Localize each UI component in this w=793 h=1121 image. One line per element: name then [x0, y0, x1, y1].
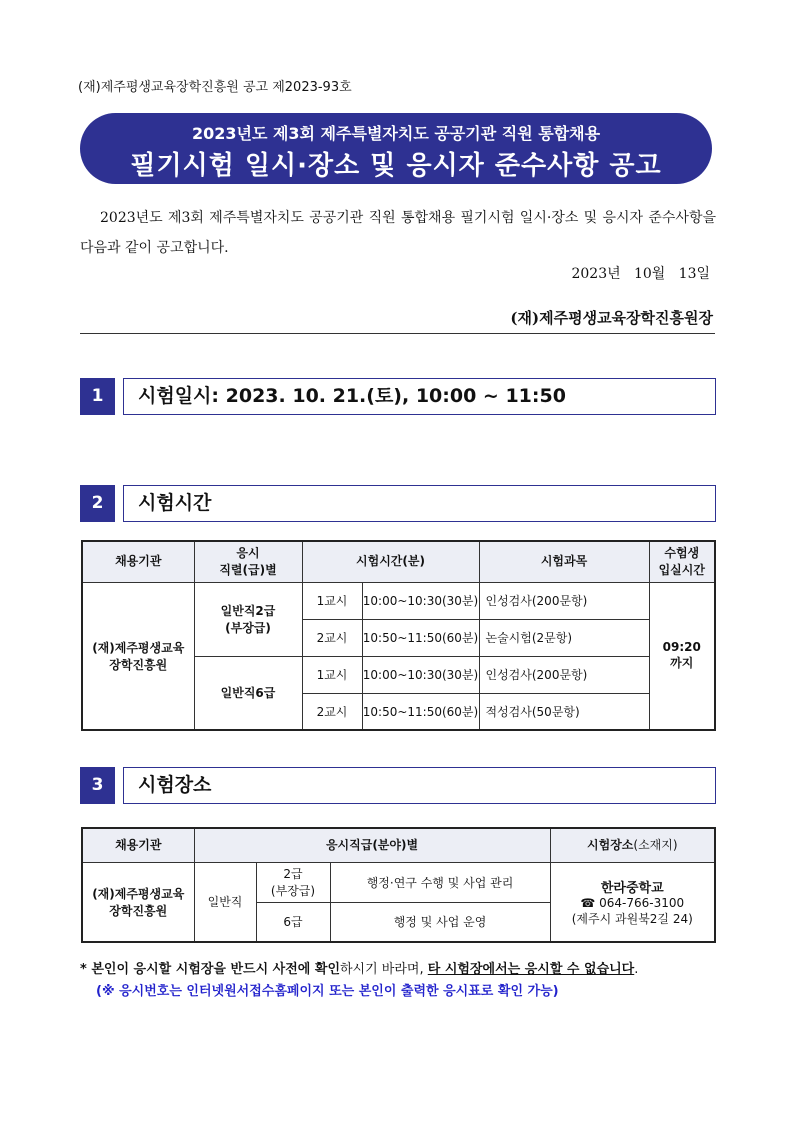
table-header-row — [82, 828, 715, 862]
table-row — [82, 582, 715, 619]
venue-table — [81, 827, 716, 943]
period-cell: 2교시 — [302, 693, 362, 730]
header-venue-note: (소재지) — [633, 837, 678, 852]
header-venue — [550, 828, 715, 862]
period-cell: 2교시 — [302, 619, 362, 656]
period-cell: 1교시 — [302, 656, 362, 693]
schedule-table — [81, 540, 716, 731]
grade-cell: 6급 — [256, 902, 330, 942]
section-3-number: 3 — [80, 767, 115, 804]
section-1-title: 시험일시: 2023. 10. 21.(토), 10:00 ~ 11:50 — [123, 378, 716, 415]
position-group-1 — [194, 582, 302, 656]
exam-number-note: (※ 응시번호는 인터넷원서접수홈페이지 또는 본인이 출력한 응시표로 확인 가능) — [96, 984, 559, 999]
section-2-title: 시험시간 — [123, 485, 716, 522]
agency-cell — [82, 862, 194, 942]
field-cell: 행정 및 사업 운영 — [330, 902, 550, 942]
section-1-number: 1 — [80, 378, 115, 415]
agency-line2: 장학진흥원 — [109, 903, 168, 918]
agency-line1: (재)제주평생교육 — [92, 886, 185, 901]
issuing-organization: (재)제주평생교육장학진흥원장 — [510, 309, 713, 327]
header-subject: 시험과목 — [479, 541, 649, 582]
header-position — [194, 541, 302, 582]
category-cell: 일반직 — [194, 862, 256, 942]
position-group-1-line2: (부장급) — [225, 621, 271, 635]
venue-check-note — [80, 958, 638, 977]
venue-phone: ☎ 064-766-3100 — [580, 895, 685, 910]
position-group-1-line1: 일반직2급 — [220, 604, 276, 618]
agency-line2: 장학진흥원 — [109, 657, 168, 672]
header-entry-time — [649, 541, 715, 582]
banner-subtitle: 2023년도 제3회 제주특별자치도 공공기관 직원 통합채용 — [191, 124, 601, 143]
subject-cell: 인성검사(200문항) — [479, 656, 649, 693]
header-position-line1: 응시 — [236, 545, 260, 560]
header-agency: 채용기관 — [82, 828, 194, 862]
time-cell: 10:00~10:30(30분) — [362, 656, 479, 693]
divider — [80, 333, 715, 334]
intro-paragraph: 2023년도 제3회 제주특별자치도 공공기관 직원 통합채용 필기시험 일시·장소 및 응시자 준수사항을 다음과 같이 공고합니다. — [80, 210, 716, 256]
note-text: 하시기 바라며, — [340, 962, 424, 977]
header-position-line2: 직렬(급)별 — [219, 562, 277, 577]
time-cell: 10:50~11:50(60분) — [362, 619, 479, 656]
grade-line1: 2급 — [283, 867, 303, 881]
field-cell: 행정·연구 수행 및 사업 관리 — [330, 862, 550, 902]
subject-cell: 논술시험(2문항) — [479, 619, 649, 656]
subject-cell: 적성검사(50문항) — [479, 693, 649, 730]
entry-time-cell — [649, 582, 715, 730]
table-row — [82, 862, 715, 902]
header-entry-line1: 수험생 — [664, 545, 700, 560]
agency-line1: (재)제주평생교육 — [92, 640, 185, 655]
header-grade: 응시직급(분야)별 — [194, 828, 550, 862]
entry-time-line1: 09:20 — [662, 640, 701, 655]
section-3-title: 시험장소 — [123, 767, 716, 804]
time-cell: 10:50~11:50(60분) — [362, 693, 479, 730]
venue-name: 한라중학교 — [600, 880, 664, 896]
time-cell: 10:00~10:30(30분) — [362, 582, 479, 619]
notice-number: (재)제주평생교육장학진흥원 공고 제2023-93호 — [78, 80, 352, 95]
table-header-row — [82, 541, 715, 582]
header-venue-label: 시험장소 — [587, 837, 634, 852]
section-2-number: 2 — [80, 485, 115, 522]
position-group-2 — [194, 656, 302, 730]
title-banner — [80, 113, 712, 184]
venue-address: (제주시 과원북2길 24) — [571, 911, 693, 926]
note-warning: 타 시험장에서는 응시할 수 없습니다 — [427, 962, 635, 977]
subject-cell: 인성검사(200문항) — [479, 582, 649, 619]
period-cell: 1교시 — [302, 582, 362, 619]
venue-cell — [550, 862, 715, 942]
notice-date: 2023년 10월 13일 — [571, 266, 710, 282]
header-entry-line2: 입실시간 — [658, 562, 705, 577]
grade-line2: (부장급) — [270, 884, 316, 898]
note-emphasis: * 본인이 응시할 시험장을 반드시 사전에 확인 — [80, 962, 340, 977]
header-agency: 채용기관 — [82, 541, 194, 582]
grade-cell — [256, 862, 330, 902]
note-period: . — [634, 962, 639, 977]
agency-cell — [82, 582, 194, 730]
header-time: 시험시간(분) — [302, 541, 479, 582]
position-group-2-line1: 일반직6급 — [220, 686, 276, 701]
entry-time-line2: 까지 — [670, 656, 694, 671]
banner-title: 필기시험 일시·장소 및 응시자 준수사항 공고 — [130, 151, 662, 181]
